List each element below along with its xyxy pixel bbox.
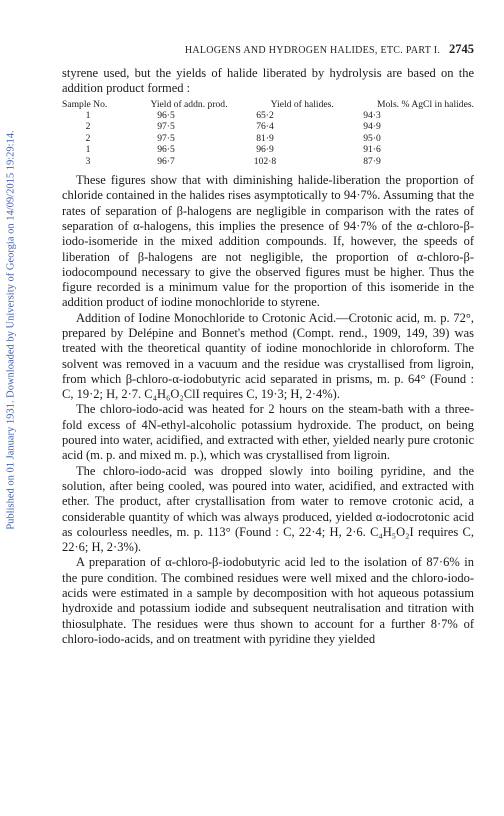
body-paragraph: These figures show that with diminishing halide-liberation the proportion of chloride contained in the halides rises asymptotically to 94·7%. Assuming that the rates of separation of β-halogens are negligible in comparison with the rates of separation of α-halogens, this implies the presence of 94·7% of the α-chloro-β-iodo-isomeride in the mixed addition compounds. If, however, the speeds of liberation of β-halogens are not negligible, the proportion of α-chloro-β-iodocompound necessary to give the observed figures must be higher. Thus the figure recorded is a minimum value for the proportion of this isomeride in the addition product of iodine monochloride to styrene. [62,173,474,310]
table-cell: 97·5 [157,132,175,144]
table-cell: 102·8 [253,155,277,167]
table-cell: 96·7 [157,155,175,167]
table-cell: 87·9 [363,155,381,167]
table-header-row [62,99,474,110]
table-cell: 96·9 [256,144,274,156]
table-cell: 94·3 [363,110,381,121]
table-cell: 81·9 [256,132,274,144]
download-side-note-text: Published on 01 January 1931. Downloaded by University of Georgia on 14/09/2015 19:29:14. [5,130,17,530]
page-number: 2745 [449,42,474,56]
table-row [62,110,474,121]
body-paragraph: The chloro-iodo-acid was dropped slowly into boiling pyridine, and the solution, after being cooled, was poured into water, acidified, and extracted with ether. The product, after crystallisation from water to remove crotonic acid, a considerable quantity of which was always produced, yielded α-iodocrotonic acid as colourless needles, m. p. 113° (Found : C, 22·4; H, 2·6. C₄H₅O₂I requires C, 22·6; H, 2·3%). [62,463,474,555]
table-cell: 76·4 [256,121,274,133]
table-header-cell: Yield of halides. [270,98,334,110]
body-paragraph: A preparation of α-chloro-β-iodobutyric acid led to the isolation of 87·6% in the pure condition. The combined residues were well mixed and the chloro-iodo-acids were estimated in a sample by decomposition with hot aqueous potassium hydroxide and potassium iodide and subsequent neutralisation and titration with thiosulphate. The residues were thus shown to account for a further 8·7% of chloro-iodo-acids, and on treatment with pyridine they yielded [62,555,474,646]
table-header-cell: Mols. % AgCl in halides. [376,98,474,110]
yield-table [62,99,474,167]
table-cell: 96·5 [157,110,175,121]
table-row [62,144,474,155]
table-row [62,133,474,144]
table-cell: 1 [85,144,91,156]
table-cell: 2 [85,132,91,144]
table-cell: 65·2 [256,110,274,121]
table-row [62,121,474,132]
running-header [62,42,474,57]
table-header-cell: Yield of addn. prod. [150,98,228,110]
table-cell: 95·0 [363,132,381,144]
table-row [62,156,474,167]
intro-paragraph: styrene used, but the yields of halide liberated by hydrolysis are based on the addition product formed : [62,66,474,96]
table-cell: 91·6 [363,144,381,156]
body-paragraph: Addition of Iodine Monochloride to Crotonic Acid.—Crotonic acid, m. p. 72°, prepared by Delépine and Bonnet's method (Compt. rend., 1909, 149, 39) was treated with the theoretical quantity of iodine monochloride in chloroform. The solvent was removed in a vacuum and the residue was crystallised from ligroin, from which β-chloro-α-iodobutyric acid separated in prisms, m. p. 64° (Found : C, 19·2; H, 2·7. C₄H₆O₂ClI requires C, 19·3; H, 2·4%). [62,310,474,402]
table-cell: 94·9 [363,121,381,133]
table-cell: 96·5 [157,144,175,156]
running-title: HALOGENS AND HYDROGEN HALIDES, ETC. PART I. [184,45,441,56]
table-cell: 97·5 [157,121,175,133]
table-cell: 2 [85,121,91,133]
table-cell: 3 [85,155,91,167]
table-header-cell: Sample No. [62,98,108,110]
table-cell: 1 [85,110,91,121]
download-side-note [0,40,22,620]
body-paragraph: The chloro-iodo-acid was heated for 2 hours on the steam-bath with a three-fold excess of 4N-ethyl-alcoholic potassium hydroxide. The product, on being poured into water, acidified, and extracted with ether, yielded nearly pure crotonic acid (m. p. and mixed m. p.), which was crystallised from ligroin. [62,402,474,463]
article-body [62,66,474,647]
